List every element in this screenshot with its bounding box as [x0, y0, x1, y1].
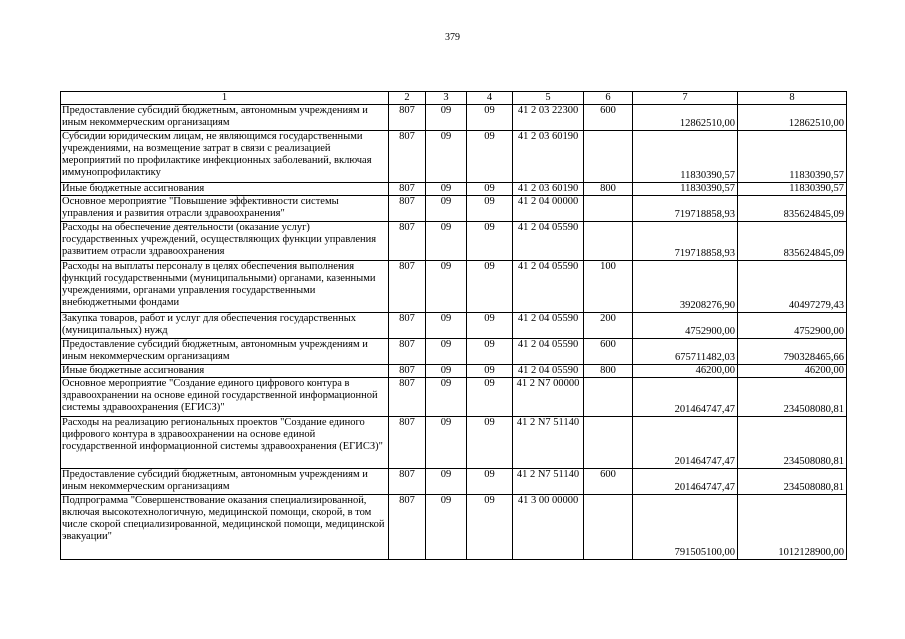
header-cell-3: 3 — [426, 92, 467, 105]
col-2: 807 — [389, 261, 426, 313]
table-row — [61, 378, 847, 417]
col-3: 09 — [426, 261, 467, 313]
amount-col-7: 675711482,03 — [633, 339, 738, 365]
col-2: 807 — [389, 313, 426, 339]
budget-table — [60, 91, 847, 560]
amount-col-7: 11830390,57 — [633, 183, 738, 196]
header-cell-5: 5 — [513, 92, 584, 105]
header-cell-6: 6 — [584, 92, 633, 105]
amount-col-8: 234508080,81 — [738, 417, 847, 469]
amount-col-7: 719718858,93 — [633, 222, 738, 261]
amount-col-7: 791505100,00 — [633, 495, 738, 560]
col-3: 09 — [426, 183, 467, 196]
col-4: 09 — [467, 222, 513, 261]
amount-col-7: 201464747,47 — [633, 378, 738, 417]
col-6: 600 — [584, 105, 633, 131]
col-4: 09 — [467, 261, 513, 313]
amount-col-8: 790328465,66 — [738, 339, 847, 365]
row-name: Предоставление субсидий бюджетным, автономным учреждениям и иным некоммерческим организациям — [61, 469, 389, 495]
row-name: Предоставление субсидий бюджетным, автономным учреждениям и иным некоммерческим организациям — [61, 339, 389, 365]
col-2: 807 — [389, 495, 426, 560]
amount-col-8: 11830390,57 — [738, 183, 847, 196]
col-2: 807 — [389, 105, 426, 131]
row-name: Субсидии юридическим лицам, не являющимся государственными учреждениями, на возмещение затрат в связи с реализацией мероприятий по профилактике инфекционных заболеваний, включая иммунопрофилактику — [61, 131, 389, 183]
table-row — [61, 261, 847, 313]
amount-col-7: 201464747,47 — [633, 417, 738, 469]
col-3: 09 — [426, 222, 467, 261]
col-5: 41 2 N7 00000 — [513, 378, 584, 417]
row-name: Основное мероприятие "Создание единого цифрового контура в здравоохранении на основе единой государственной информационной системы здравоохранения (ЕГИСЗ)" — [61, 378, 389, 417]
col-6: 800 — [584, 365, 633, 378]
col-6: 200 — [584, 313, 633, 339]
col-5: 41 2 03 22300 — [513, 105, 584, 131]
amount-col-8: 11830390,57 — [738, 131, 847, 183]
amount-col-7: 201464747,47 — [633, 469, 738, 495]
amount-col-7: 12862510,00 — [633, 105, 738, 131]
amount-col-7: 39208276,90 — [633, 261, 738, 313]
col-6: 600 — [584, 469, 633, 495]
col-3: 09 — [426, 365, 467, 378]
col-3: 09 — [426, 105, 467, 131]
col-4: 09 — [467, 378, 513, 417]
col-3: 09 — [426, 131, 467, 183]
col-3: 09 — [426, 196, 467, 222]
col-2: 807 — [389, 469, 426, 495]
col-3: 09 — [426, 313, 467, 339]
col-5: 41 3 00 00000 — [513, 495, 584, 560]
header-cell-4: 4 — [467, 92, 513, 105]
table-row — [61, 417, 847, 469]
col-5: 41 2 04 05590 — [513, 339, 584, 365]
col-5: 41 2 04 05590 — [513, 313, 584, 339]
header-cell-2: 2 — [389, 92, 426, 105]
table-row — [61, 469, 847, 495]
table-row — [61, 222, 847, 261]
table-row — [61, 495, 847, 560]
col-5: 41 2 03 60190 — [513, 131, 584, 183]
col-4: 09 — [467, 339, 513, 365]
header-cell-8: 8 — [738, 92, 847, 105]
row-name: Предоставление субсидий бюджетным, автономным учреждениям и иным некоммерческим организациям — [61, 105, 389, 131]
amount-col-8: 1012128900,00 — [738, 495, 847, 560]
header-row — [61, 92, 847, 105]
col-6 — [584, 196, 633, 222]
col-4: 09 — [467, 131, 513, 183]
amount-col-8: 40497279,43 — [738, 261, 847, 313]
row-name: Расходы на обеспечение деятельности (оказание услуг) государственных учреждений, осуществляющих функции управления развитием отрасли здравоохранения — [61, 222, 389, 261]
amount-col-7: 46200,00 — [633, 365, 738, 378]
row-name: Иные бюджетные ассигнования — [61, 365, 389, 378]
amount-col-8: 835624845,09 — [738, 222, 847, 261]
row-name: Иные бюджетные ассигнования — [61, 183, 389, 196]
col-2: 807 — [389, 417, 426, 469]
table-row — [61, 105, 847, 131]
amount-col-8: 234508080,81 — [738, 378, 847, 417]
col-6: 800 — [584, 183, 633, 196]
table-row — [61, 313, 847, 339]
amount-col-8: 234508080,81 — [738, 469, 847, 495]
table-row — [61, 196, 847, 222]
col-5: 41 2 04 00000 — [513, 196, 584, 222]
table-row — [61, 339, 847, 365]
amount-col-7: 11830390,57 — [633, 131, 738, 183]
header-cell-1: 1 — [61, 92, 389, 105]
col-3: 09 — [426, 495, 467, 560]
col-3: 09 — [426, 339, 467, 365]
col-4: 09 — [467, 196, 513, 222]
col-2: 807 — [389, 183, 426, 196]
col-2: 807 — [389, 365, 426, 378]
col-4: 09 — [467, 417, 513, 469]
table-row — [61, 183, 847, 196]
col-6 — [584, 417, 633, 469]
col-6 — [584, 378, 633, 417]
col-6: 600 — [584, 339, 633, 365]
col-2: 807 — [389, 131, 426, 183]
row-name: Расходы на реализацию региональных проектов "Создание единого цифрового контура в здравоохранении на основе единой государственной информационной системы здравоохранения (ЕГИСЗ)" — [61, 417, 389, 469]
page-number: 379 — [445, 32, 460, 43]
amount-col-7: 4752900,00 — [633, 313, 738, 339]
row-name: Расходы на выплаты персоналу в целях обеспечения выполнения функций государственными (муниципальными) органами, казенными учреждениями, органами управления государственными внебюджетными фондами — [61, 261, 389, 313]
amount-col-8: 835624845,09 — [738, 196, 847, 222]
col-3: 09 — [426, 417, 467, 469]
col-5: 41 2 03 60190 — [513, 183, 584, 196]
row-name: Основное мероприятие "Повышение эффективности системы управления и развития отрасли здравоохранения" — [61, 196, 389, 222]
col-4: 09 — [467, 495, 513, 560]
col-5: 41 2 04 05590 — [513, 222, 584, 261]
col-5: 41 2 N7 51140 — [513, 417, 584, 469]
col-2: 807 — [389, 196, 426, 222]
amount-col-8: 4752900,00 — [738, 313, 847, 339]
col-2: 807 — [389, 378, 426, 417]
col-5: 41 2 04 05590 — [513, 365, 584, 378]
col-4: 09 — [467, 313, 513, 339]
col-5: 41 2 N7 51140 — [513, 469, 584, 495]
amount-col-8: 46200,00 — [738, 365, 847, 378]
col-6 — [584, 222, 633, 261]
col-2: 807 — [389, 222, 426, 261]
col-4: 09 — [467, 469, 513, 495]
col-2: 807 — [389, 339, 426, 365]
col-3: 09 — [426, 378, 467, 417]
row-name: Подпрограмма "Совершенствование оказания специализированной, включая высокотехнологичную, медицинской помощи, скорой, в том числе скорой специализированной, медицинской помощи, медицинской эвакуации" — [61, 495, 389, 560]
table-row — [61, 131, 847, 183]
row-name: Закупка товаров, работ и услуг для обеспечения государственных (муниципальных) нужд — [61, 313, 389, 339]
col-4: 09 — [467, 183, 513, 196]
col-6 — [584, 131, 633, 183]
col-6 — [584, 495, 633, 560]
amount-col-7: 719718858,93 — [633, 196, 738, 222]
col-4: 09 — [467, 105, 513, 131]
col-4: 09 — [467, 365, 513, 378]
col-5: 41 2 04 05590 — [513, 261, 584, 313]
table-row — [61, 365, 847, 378]
col-3: 09 — [426, 469, 467, 495]
header-cell-7: 7 — [633, 92, 738, 105]
col-6: 100 — [584, 261, 633, 313]
amount-col-8: 12862510,00 — [738, 105, 847, 131]
